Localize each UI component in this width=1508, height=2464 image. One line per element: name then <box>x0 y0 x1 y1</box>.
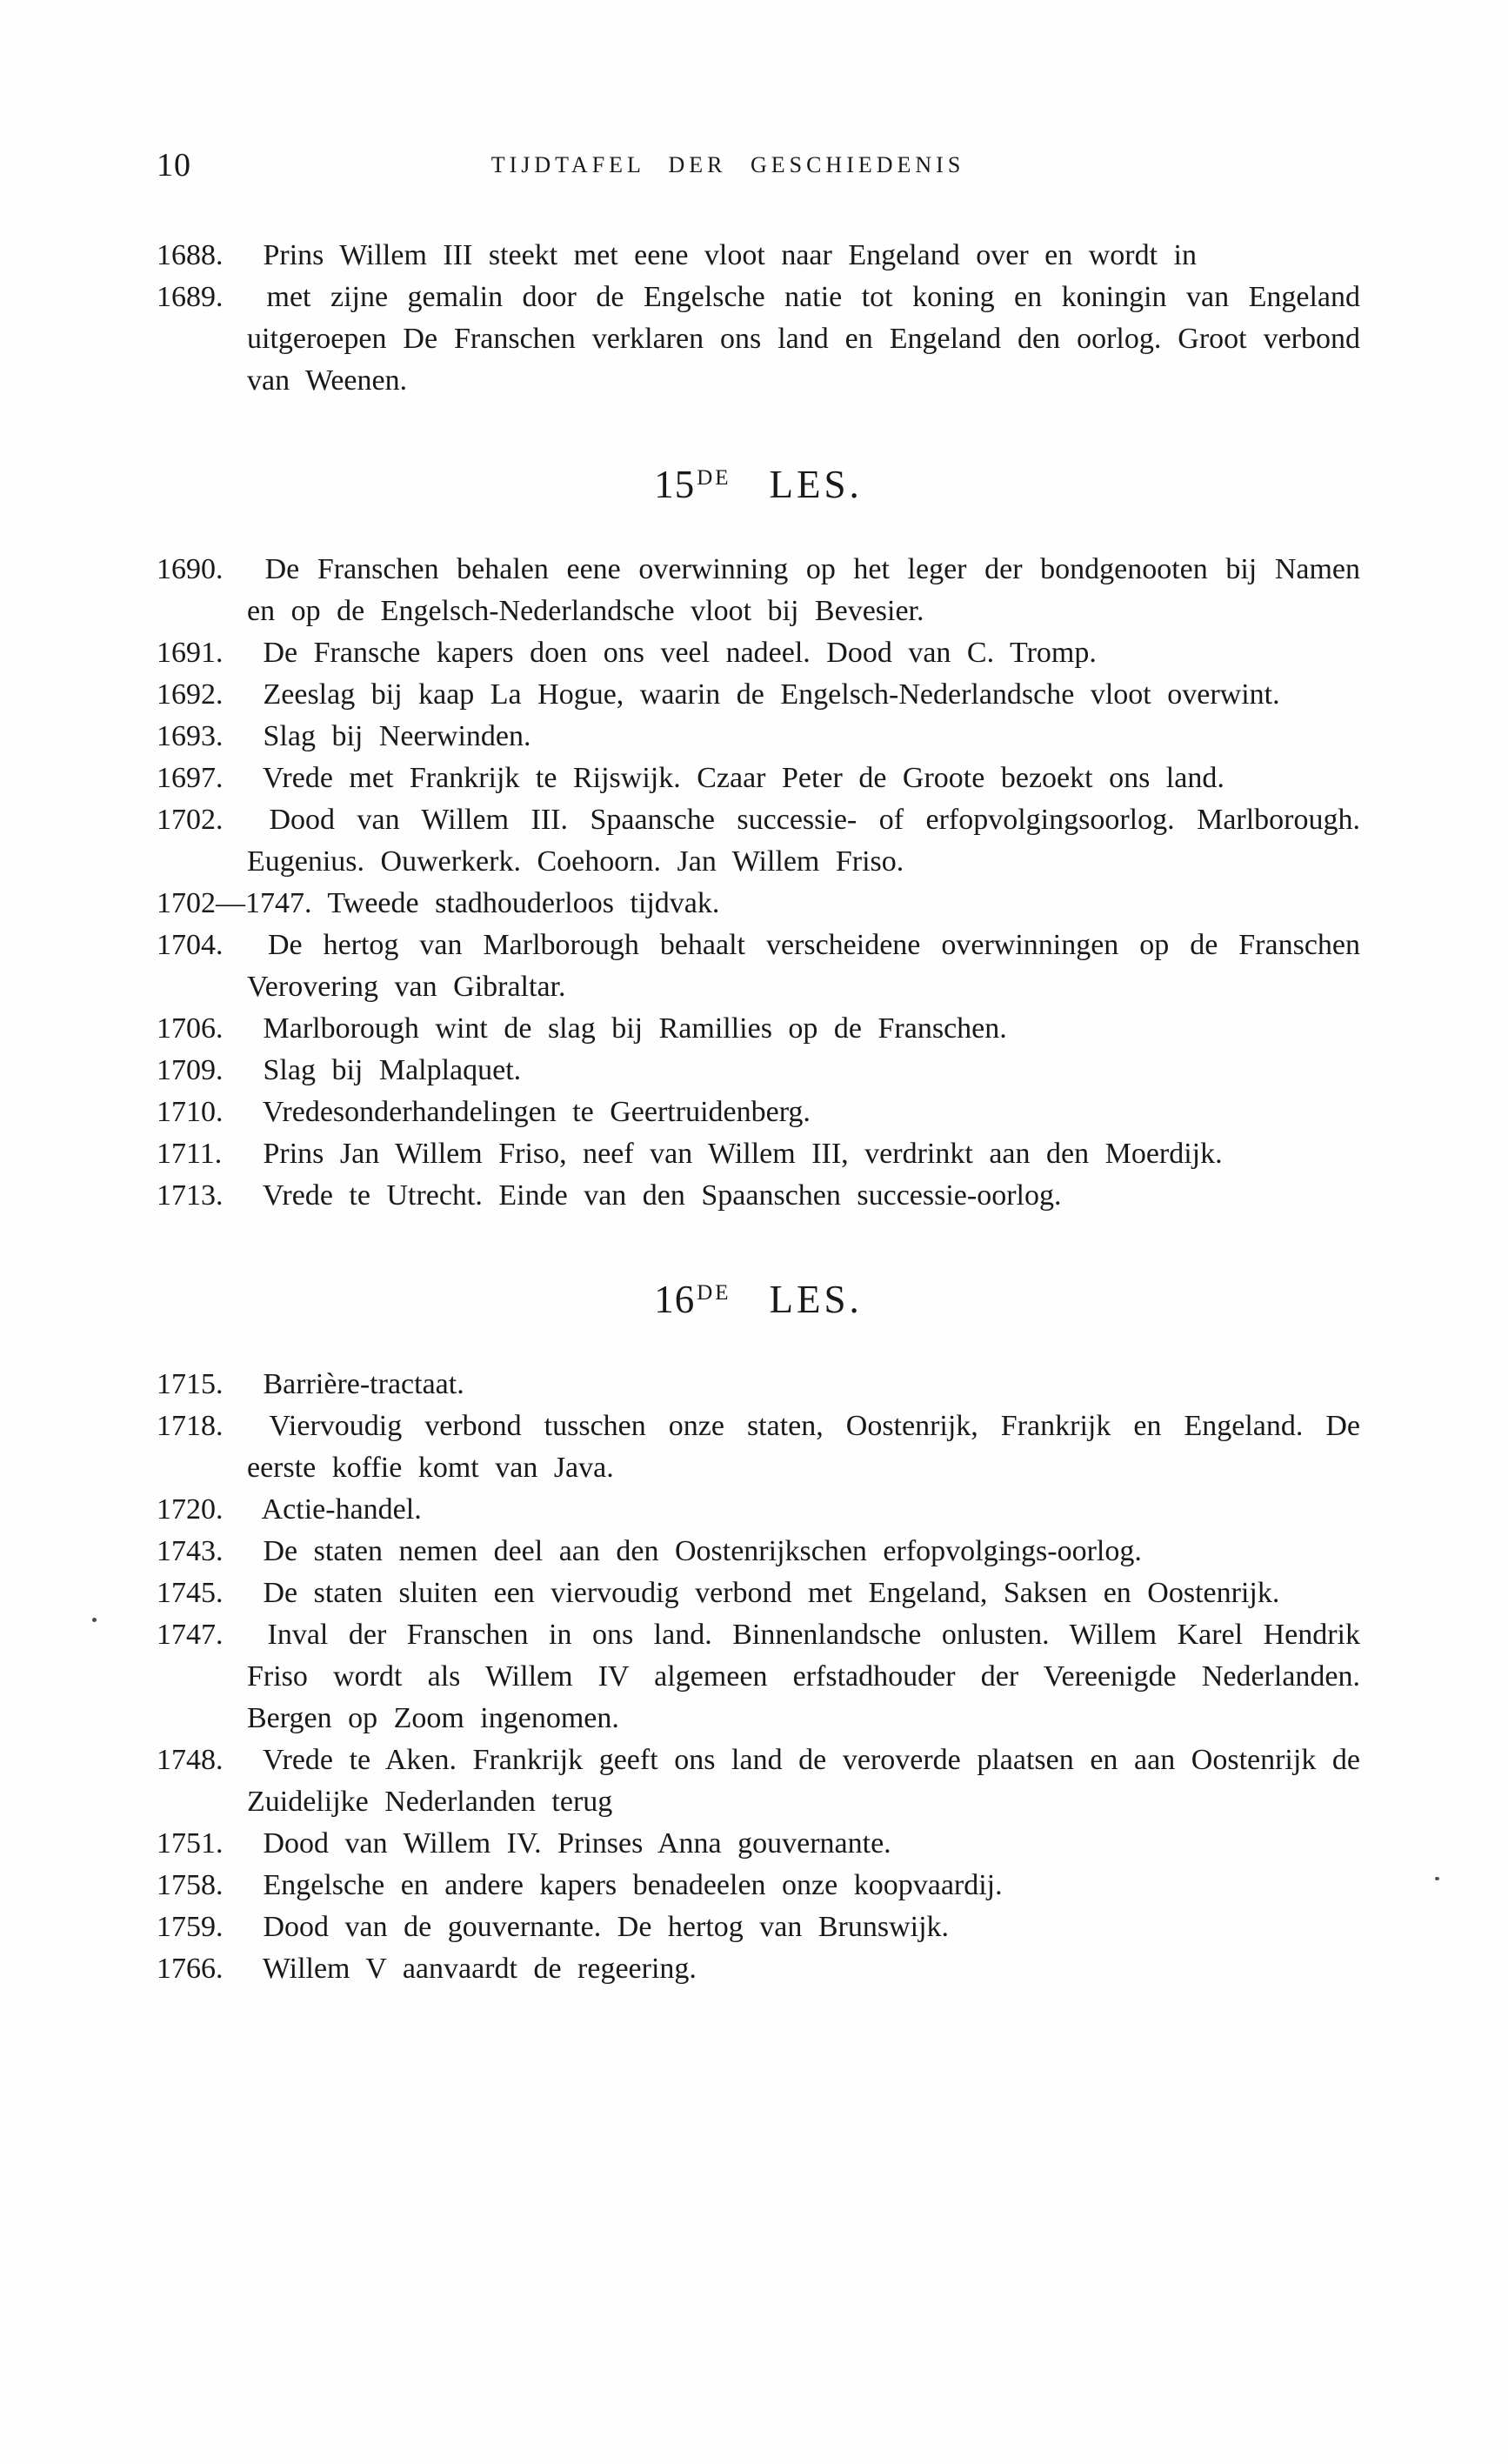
timeline-entry <box>157 1175 1360 1217</box>
page-header <box>157 144 1360 188</box>
entry-year: 1720. <box>157 1493 224 1526</box>
timeline-entry <box>157 883 1360 925</box>
entry-text: Marlborough wint de slag bij Ramillies op de Franschen. <box>263 1012 1007 1045</box>
entry-text: Engelsche en andere kapers benadeelen onze koopvaardij. <box>263 1869 1003 1901</box>
timeline-entry <box>157 1573 1360 1614</box>
running-title: TIJDTAFEL DER GESCHIEDENIS <box>490 152 965 177</box>
lesson-heading <box>157 456 1360 507</box>
entry-text: Willem V aanvaardt de regeering. <box>262 1953 697 1985</box>
entry-year: 1702—1747. <box>157 887 312 919</box>
timeline-entry <box>157 1531 1360 1573</box>
entry-text: Inval der Franschen in ons land. Binnenlandsche onlusten. Willem Karel Hendrik Friso wordt als Willem IV algemeen erfstadhouder der Vereenigde Nederlanden. Bergen op Zoom ingenomen. <box>247 1619 1360 1734</box>
entry-year: 1713. <box>157 1179 224 1212</box>
entry-year: 1748. <box>157 1744 224 1776</box>
timeline-entry <box>157 1614 1360 1739</box>
entry-text: Tweede stadhouderloos tijdvak. <box>327 887 720 919</box>
entry-year: 1759. <box>157 1911 224 1943</box>
entry-text: De Franschen behalen eene overwinning op het leger der bondgenooten bij Namen en op de Engelsch-Nederlandsche vloot bij Bevesier. <box>247 553 1361 627</box>
entry-text: Slag bij Neerwinden. <box>263 720 531 752</box>
entry-year: 1758. <box>157 1869 224 1901</box>
entry-text: Dood van Willem IV. Prinses Anna gouvernante. <box>263 1827 891 1860</box>
entry-list <box>157 1364 1360 1990</box>
timeline-entry <box>157 716 1360 758</box>
entry-year: 1706. <box>157 1012 224 1045</box>
entry-year: 1704. <box>157 929 224 961</box>
entry-text: Vrede te Aken. Frankrijk geeft ons land de veroverde plaatsen en aan Oostenrijk de Zuidelijke Nederlanden terug <box>247 1744 1360 1818</box>
entry-list <box>157 235 1360 402</box>
scan-speck <box>92 1618 97 1622</box>
entry-year: 1711. <box>157 1138 223 1170</box>
entry-year: 1693. <box>157 720 224 752</box>
entry-text: Vredesonderhandelingen te Geertruidenberg. <box>262 1096 811 1128</box>
entry-text: Actie-handel. <box>261 1493 422 1526</box>
timeline-entry <box>157 1865 1360 1906</box>
entry-text: Barrière-tractaat. <box>263 1368 464 1400</box>
timeline-entry <box>157 674 1360 716</box>
entry-text: Dood van Willem III. Spaansche successie- of erfopvolgingsoorlog. Marlborough. Eugenius. Ouwerkerk. Coehoorn. Jan Willem Friso. <box>247 804 1361 878</box>
entry-text: Zeeslag bij kaap La Hogue, waarin de Engelsch-Nederlandsche vloot overwint. <box>263 678 1280 711</box>
timeline-entry <box>157 1823 1360 1865</box>
lesson-label: LES. <box>769 463 863 506</box>
entry-text: Slag bij Malplaquet. <box>263 1054 522 1086</box>
timeline-entry <box>157 277 1360 402</box>
timeline-entry <box>157 1364 1360 1406</box>
entry-text: De staten sluiten een viervoudig verbond met Engeland, Saksen en Oostenrijk. <box>263 1577 1280 1609</box>
lesson-heading <box>157 1271 1360 1322</box>
entry-text: Vrede te Utrecht. Einde van den Spaanschen successie-oorlog. <box>262 1179 1062 1212</box>
entry-text: Viervoudig verbond tusschen onze staten, Oostenrijk, Frankrijk en Engeland. De eerste koffie komt van Java. <box>247 1410 1361 1484</box>
lesson-ordinal: DE <box>697 466 731 490</box>
timeline-entry <box>157 1406 1360 1489</box>
lesson-number: 15 <box>654 463 696 506</box>
entry-year: 1689. <box>157 281 224 313</box>
timeline-entry <box>157 1906 1360 1948</box>
timeline-entry <box>157 1092 1360 1133</box>
timeline-entry <box>157 925 1360 1008</box>
entry-text: Prins Jan Willem Friso, neef van Willem III, verdrinkt aan den Moerdijk. <box>263 1138 1223 1170</box>
entry-year: 1743. <box>157 1535 224 1567</box>
entry-year: 1747. <box>157 1619 224 1651</box>
timeline-entry <box>157 1008 1360 1050</box>
entry-year: 1691. <box>157 637 224 669</box>
scan-speck <box>1435 1877 1439 1880</box>
timeline-entry <box>157 632 1360 674</box>
timeline-entry <box>157 1739 1360 1823</box>
timeline-entry <box>157 1050 1360 1092</box>
entry-year: 1690. <box>157 553 224 585</box>
entry-year: 1697. <box>157 762 224 794</box>
timeline-entry <box>157 235 1360 277</box>
entry-year: 1709. <box>157 1054 224 1086</box>
entry-text: Dood van de gouvernante. De hertog van Brunswijk. <box>263 1911 950 1943</box>
entry-text: De Fransche kapers doen ons veel nadeel. Dood van C. Tromp. <box>263 637 1097 669</box>
entry-year: 1718. <box>157 1410 224 1442</box>
lesson-number: 16 <box>654 1278 696 1321</box>
entry-year: 1710. <box>157 1096 224 1128</box>
entry-text: De staten nemen deel aan den Oostenrijkschen erfopvolgings-oorlog. <box>263 1535 1142 1567</box>
entry-year: 1715. <box>157 1368 224 1400</box>
timeline-entry <box>157 549 1360 632</box>
entry-text: De hertog van Marlborough behaalt verscheidene overwinningen op de Franschen Verovering van Gibraltar. <box>247 929 1361 1003</box>
lesson-label: LES. <box>769 1278 863 1321</box>
timeline-entry <box>157 758 1360 799</box>
entry-year: 1745. <box>157 1577 224 1609</box>
entry-list <box>157 549 1360 1217</box>
timeline-entry <box>157 1489 1360 1531</box>
page-number: 10 <box>157 147 191 184</box>
entry-text: Prins Willem III steekt met eene vloot naar Engeland over en wordt in <box>263 239 1197 271</box>
entry-text: Vrede met Frankrijk te Rijswijk. Czaar Peter de Groote bezoekt ons land. <box>262 762 1224 794</box>
entry-year: 1702. <box>157 804 224 836</box>
entry-year: 1688. <box>157 239 224 271</box>
lesson-ordinal: DE <box>697 1281 731 1305</box>
timeline-entry <box>157 1133 1360 1175</box>
timeline-entry <box>157 799 1360 883</box>
entry-year: 1692. <box>157 678 224 711</box>
entry-year: 1751. <box>157 1827 224 1860</box>
timeline-entry <box>157 1948 1360 1990</box>
timeline-content <box>157 235 1360 1990</box>
entry-text: met zijne gemalin door de Engelsche natie tot koning en koningin van Engeland uitgeroepen De Franschen verklaren ons land en Engeland den oorlog. Groot verbond van Weenen. <box>247 281 1361 397</box>
entry-year: 1766. <box>157 1953 224 1985</box>
